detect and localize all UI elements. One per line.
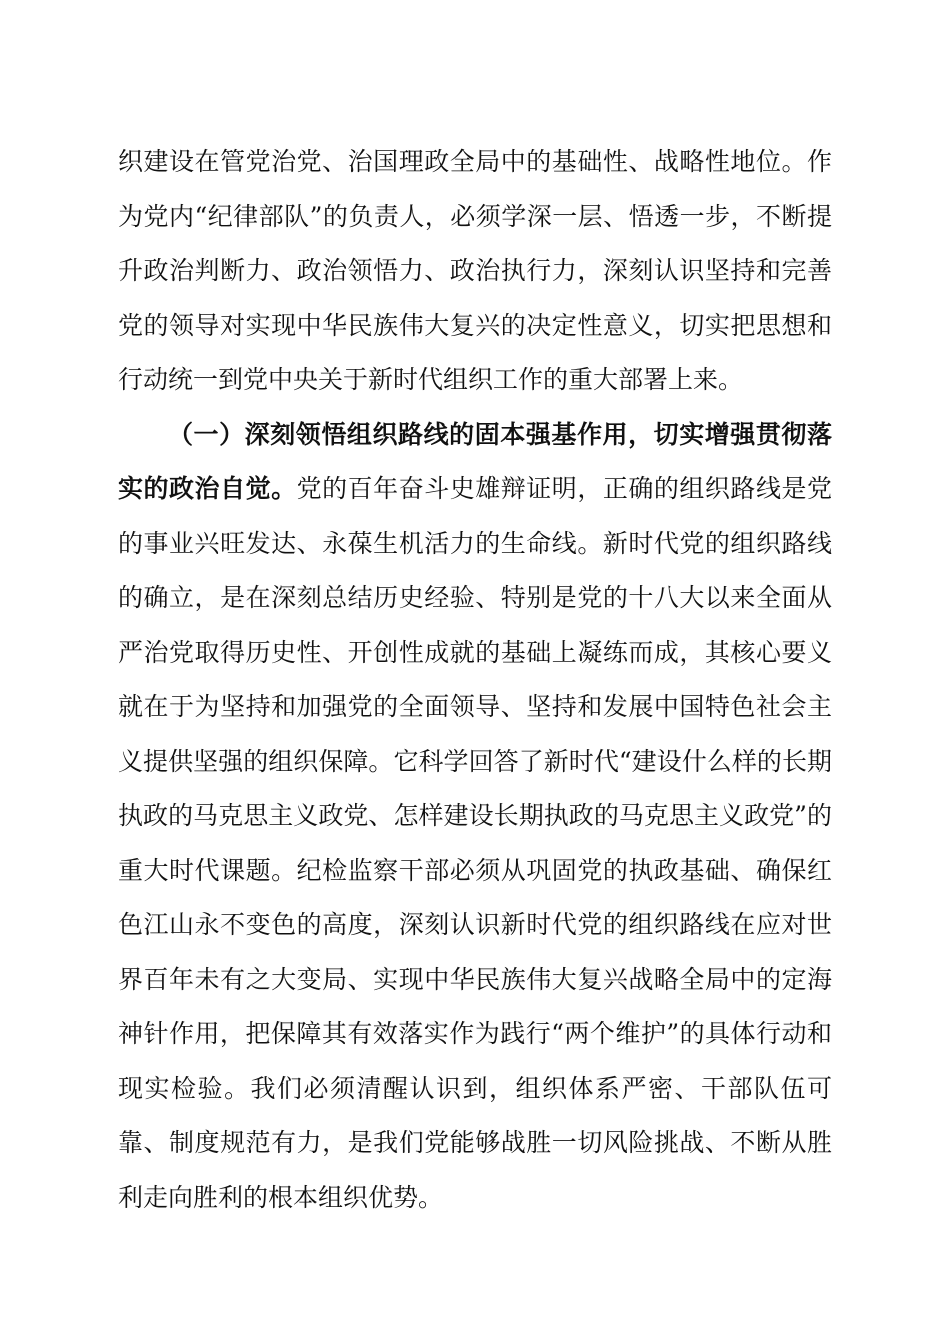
paragraph-continuation: 织建设在管党治党、治国理政全局中的基础性、战略性地位。作为党内“纪律部队”的负责人，必须学深一层、悟透一步，不断提升政治判断力、政治领悟力、政治执行力，深刻认识坚持和完善党的领导对实现中华民族伟大复兴的决定性意义，切实把思想和行动统一到党中央关于新时代组织工作的重大部署上来。 (118, 147, 832, 394)
document-body (118, 135, 832, 1225)
section-heading: （一）深刻领悟组织路线的固本强基作用，切实增强贯彻落实的政治自觉。 (118, 419, 832, 503)
paragraph-section-one (118, 408, 832, 1226)
section-body: 党的百年奋斗史雄辩证明，正确的组织路线是党的事业兴旺发达、永葆生机活力的生命线。新时代党的组织路线的确立，是在深刻总结历史经验、特别是党的十八大以来全面从严治党取得历史性、开创性成就的基础上凝练而成，其核心要义就在于为坚持和加强党的全面领导、坚持和发展中国特色社会主义提供坚强的组织保障。它科学回答了新时代“建设什么样的长期执政的马克思主义政党、怎样建设长期执政的马克思主义政党”的重大时代课题。纪检监察干部必须从巩固党的执政基础、确保红色江山永不变色的高度，深刻认识新时代党的组织路线在应对世界百年未有之大变局、实现中华民族伟大复兴战略全局中的定海神针作用，把保障其有效落实作为践行“两个维护”的具体行动和现实检验。我们必须清醒认识到，组织体系严密、干部队伍可靠、制度规范有力，是我们党能够战胜一切风险挑战、不断从胜利走向胜利的根本组织优势。 (118, 474, 832, 1212)
